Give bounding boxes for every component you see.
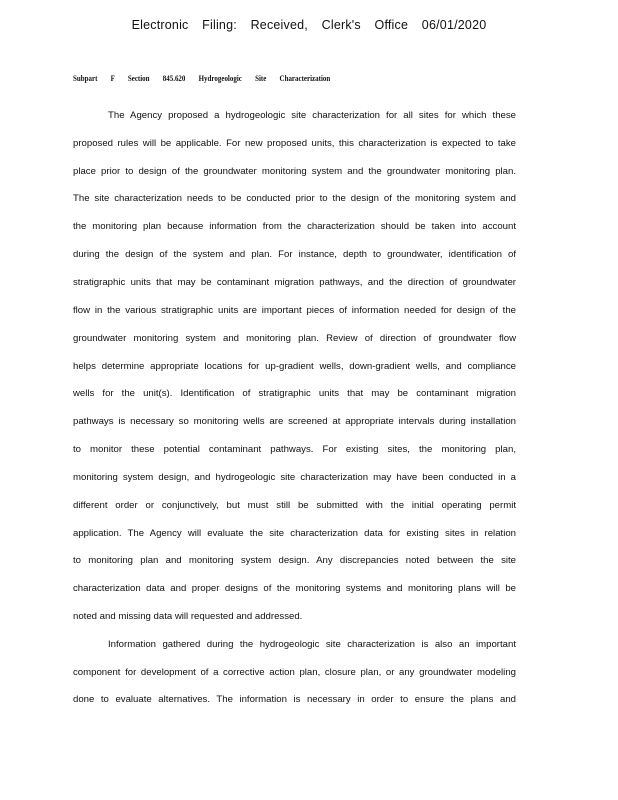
text-line: component for development of a corrective action plan, closure plan, or any groundwater modeling — [73, 667, 516, 678]
text-line: The site characterization needs to be conducted prior to the design of the monitoring system and — [73, 193, 516, 204]
text-line: stratigraphic units that may be contaminant migration pathways, and the direction of groundwater — [73, 277, 516, 288]
text-line: characterization data and proper designs of the monitoring systems and monitoring plans will be — [73, 583, 516, 594]
text-line: pathways is necessary so monitoring wells are screened at appropriate intervals during installation — [73, 416, 516, 427]
text-line: flow in the various stratigraphic units are important pieces of information needed for design of the — [73, 305, 516, 316]
section-heading: Subpart F Section 845.620 Hydrogeologic Site Characterization — [73, 73, 331, 83]
text-line: application. The Agency will evaluate the site characterization data for existing sites in relation — [73, 528, 516, 539]
text-line: proposed rules will be applicable. For new proposed units, this characterization is expected to take — [73, 138, 516, 149]
text-line: monitoring system design, and hydrogeologic site characterization may have been conducted in a — [73, 472, 516, 483]
text-line: the monitoring plan because information from the characterization should be taken into account — [73, 221, 516, 232]
text-line: noted and missing data will requested and addressed. — [73, 611, 303, 622]
text-line: done to evaluate alternatives. The information is necessary in order to ensure the plans and — [73, 694, 516, 705]
text-line: helps determine appropriate locations for up-gradient wells, down-gradient wells, and compliance — [73, 361, 516, 372]
text-line: during the design of the system and plan. For instance, depth to groundwater, identification of — [73, 249, 516, 260]
text-line: to monitor these potential contaminant pathways. For existing sites, the monitoring plan, — [73, 444, 516, 455]
text-line: place prior to design of the groundwater monitoring system and the groundwater monitoring plan. — [73, 166, 516, 177]
filing-stamp: Electronic Filing: Received, Clerk's Office 06/01/2020 — [131, 18, 487, 32]
text-line: different order or conjunctively, but must still be submitted with the initial operating permit — [73, 500, 516, 511]
text-line: groundwater monitoring system and monitoring plan. Review of direction of groundwater flow — [73, 333, 516, 344]
text-line: to monitoring plan and monitoring system design. Any discrepancies noted between the site — [73, 555, 516, 566]
text-line: wells for the unit(s). Identification of stratigraphic units that may be contaminant migration — [73, 388, 516, 399]
text-line: The Agency proposed a hydrogeologic site characterization for all sites for which these — [108, 110, 516, 121]
text-line: Information gathered during the hydrogeologic site characterization is also an important — [108, 639, 516, 650]
